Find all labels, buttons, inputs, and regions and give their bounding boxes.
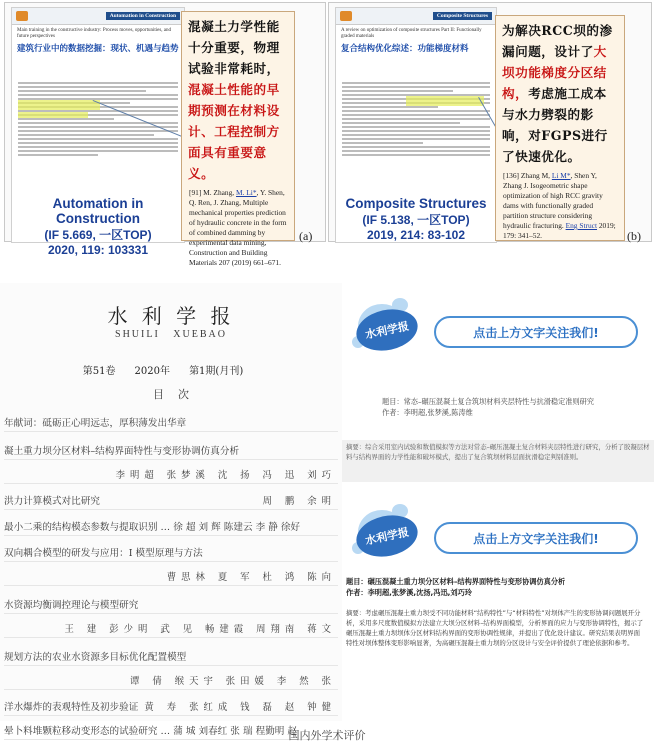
wechat-card-top	[342, 290, 654, 482]
contents-heading: 目 次	[153, 388, 189, 401]
wechat-card-bottom	[342, 494, 654, 722]
journal-masthead-a	[12, 8, 184, 25]
citation-a: [91] M. Zhang, M. Li*, Y. Shen, Q. Ren, J. Zhang, Multiple mechanical properties prediction of hydraulic concrete in the form of combined damming by experimental data mining, Construction and Building Materials 207 (2019) 661–671.	[189, 188, 287, 267]
row-divider	[4, 689, 338, 690]
row-divider	[4, 715, 338, 716]
contents-entry-title: 洋水爆炸的表观特性及初步验证	[4, 702, 139, 713]
journal-badge: 水利学报	[353, 304, 422, 356]
journal-badge: 水利学报	[353, 510, 422, 562]
paper-title-top: 常态–碾压混凝土复合筑坝材料夹层特性与抗滑稳定准则研究	[403, 397, 595, 406]
contents-entry-title: 规划方法的农业水资源多目标优化配置模型	[4, 652, 187, 663]
paper-authors-top: 李明超,张梦溪,陈涛维	[403, 408, 473, 417]
panel-b	[328, 2, 652, 242]
journal-name-a: Automation in Construction	[52, 196, 144, 226]
volume-b: 2019, 214: 83-102	[366, 228, 466, 242]
contents-entry-title: 双向耦合模型的研发与应用：I 模型原理与方法	[4, 548, 203, 559]
abstract-top: 摘要：综合采用室内试验和数值模拟等方法对常态–碾压混凝土复合材料夹层特性进行研究，分析了胶凝层材料与结构界面的力学性能和破坏模式，提出了复合筑坝材料层面抗滑稳定判别准则。	[342, 440, 654, 482]
follow-us-button[interactable]: 点击上方文字关注我们!	[434, 316, 638, 348]
follow-us-button[interactable]: 点击上方文字关注我们!	[434, 522, 638, 554]
row-divider	[4, 561, 338, 562]
chinese-title-a: 建筑行业中的数据挖掘：现状、机遇与趋势	[17, 44, 179, 54]
journal-contents-page	[0, 283, 342, 737]
contents-entry-authors: 周 鹏 余明	[262, 496, 336, 507]
journal-cn-title: 水 利 学 报	[107, 304, 235, 328]
comment-a: 混凝土力学性能十分重要，物理试验非常耗时，混凝土性能的早期预测在材料设计、工程控制方面具有重要意义。	[188, 19, 280, 181]
contents-entry-title: 水资源均衡调控理论与模型研究	[4, 600, 139, 611]
chinese-title-b: 复合结构优化综述：功能梯度材料	[341, 44, 469, 54]
row-divider	[4, 509, 338, 510]
row-divider	[4, 535, 338, 536]
contents-entry-title: 洪力计算模式对比研究	[4, 496, 100, 507]
panel-a	[4, 2, 326, 267]
issue-line	[70, 351, 243, 388]
journal-info-a	[12, 196, 184, 257]
article-cover-a	[11, 7, 185, 257]
row-divider	[4, 483, 338, 484]
row-divider	[4, 585, 338, 586]
highlight-a2	[18, 112, 88, 118]
paper-authors-bottom: 李明超,张梦溪,沈扬,冯迅,刘巧玲	[367, 588, 472, 597]
row-divider	[4, 459, 338, 460]
comment-box-a	[181, 11, 295, 267]
paper-info-top: 题目：常态–碾压混凝土复合筑坝材料夹层特性与抗滑稳定准则研究 作者：李明超,张梦溪,陈涛维	[382, 397, 595, 417]
contents-entry-authors: 王 建 彭少明 武 见 畅建霞 周翔南 蒋文	[64, 624, 336, 635]
elsevier-logo-icon	[340, 11, 352, 21]
contents-entry-title: 凝土重力坝分区材料–结构界面特性与变形协调仿真分析	[4, 446, 240, 457]
citation-b: [136] Zhang M, Li M*, Shen Y, Zhang J. Isogeometric shape optimization of high RCC gravity dams with functionally graded partition structure considering hydraulic fracturing. Eng Struct 2019; 179: 341–52.	[503, 171, 616, 240]
figure-caption: 国内外学术评价	[288, 729, 366, 742]
abstract-lines-b	[342, 82, 490, 158]
masthead-journal-a: Automation in Construction	[106, 12, 180, 20]
comment-b: 为解决RCC坝的渗漏问题，设计了大坝功能梯度分区结构，考虑施工成本与水力劈裂的影响，对FGPS进行了快速优化。	[502, 23, 613, 164]
row-divider	[4, 431, 338, 432]
paper-title-bottom: 碾压混凝土重力坝分区材料–结构界面特性与变形协调仿真分析	[367, 577, 566, 586]
contents-entry-title: 年献词：砥砺正心明远志，厚积薄发出华章	[4, 418, 187, 429]
label-a: (a)	[299, 229, 313, 243]
issue: 第1期(月刊)	[189, 366, 244, 377]
year: 2020年	[134, 366, 170, 377]
row-divider	[4, 665, 338, 666]
masthead-journal-b: Composite Structures	[433, 12, 492, 20]
highlight-a	[18, 100, 100, 110]
label-b: (b)	[627, 229, 641, 243]
highlight-b	[406, 96, 484, 106]
contents-entry-authors: 谭 倩 缑天宇 张田媛 李 然 张	[129, 676, 336, 687]
impact-a: (IF 5.669, 一区TOP)	[44, 228, 152, 242]
journal-masthead-b	[336, 8, 496, 25]
contents-entry-authors: 黄 寿 张红成 钱 磊 赵 钟健	[144, 702, 336, 713]
abstract-lines-a	[18, 82, 178, 158]
comment-box-b	[495, 15, 625, 241]
abstract-bottom: 摘要：考虑碾压混凝土重力坝受不同功能材料“结构特性”与“材料特性”对坝体产生的变形协调问题展开分析，采用多尺度数值模拟方法建立大坝分区材料–结构界面模型，分析界面的应力与变形协调特性，揭示了碾压混凝土重力坝坝体分区材料结构界面的变形协调性规律，并提出了优化设计建议。研究结果表明界面特性对坝体整体变形影响显著，为高碾压混凝土重力坝的分区设计与安全评价提供了理论依据和参考。	[346, 609, 644, 647]
impact-b: (IF 5.138, 一区TOP)	[362, 213, 470, 227]
row-divider	[4, 637, 338, 638]
paper-title-a: Main training in the constructive industry: Process moves, opportunities, and future perspectives	[17, 28, 172, 39]
contents-entry-authors: 曹思林 夏 军 杜 鸿 陈向	[166, 572, 336, 583]
contents-entry-authors: 李明超 张梦溪 沈 扬 冯 迅 刘巧	[115, 470, 336, 481]
journal-info-b	[336, 196, 496, 242]
contents-entry-title: 晕卜料堆颗粒移动变形态的试验研究 … 蒲 城 刘春红 张 瑞 程勤明 赵	[4, 726, 298, 737]
paper-info-bottom: 题目：碾压混凝土重力坝分区材料–结构界面特性与变形协调仿真分析 作者：李明超,张梦溪,沈扬,冯迅,刘巧玲	[346, 577, 566, 597]
paper-title-b: A review on optimization of composite structures Part II: Functionally graded materials	[341, 28, 482, 39]
contents-entry-title: 最小二乘的结构模态参数与提取识别 … 徐 超 刘 辉 陈建云 李 静 徐好	[4, 522, 301, 533]
journal-pinyin: SHUILI XUEBAO	[115, 329, 227, 340]
volume: 第51卷	[82, 366, 116, 377]
article-cover-b	[335, 7, 497, 243]
journal-name-b: Composite Structures	[345, 196, 487, 211]
row-divider	[4, 613, 338, 614]
elsevier-logo-icon	[16, 11, 28, 21]
volume-a: 2020, 119: 103331	[47, 243, 149, 257]
